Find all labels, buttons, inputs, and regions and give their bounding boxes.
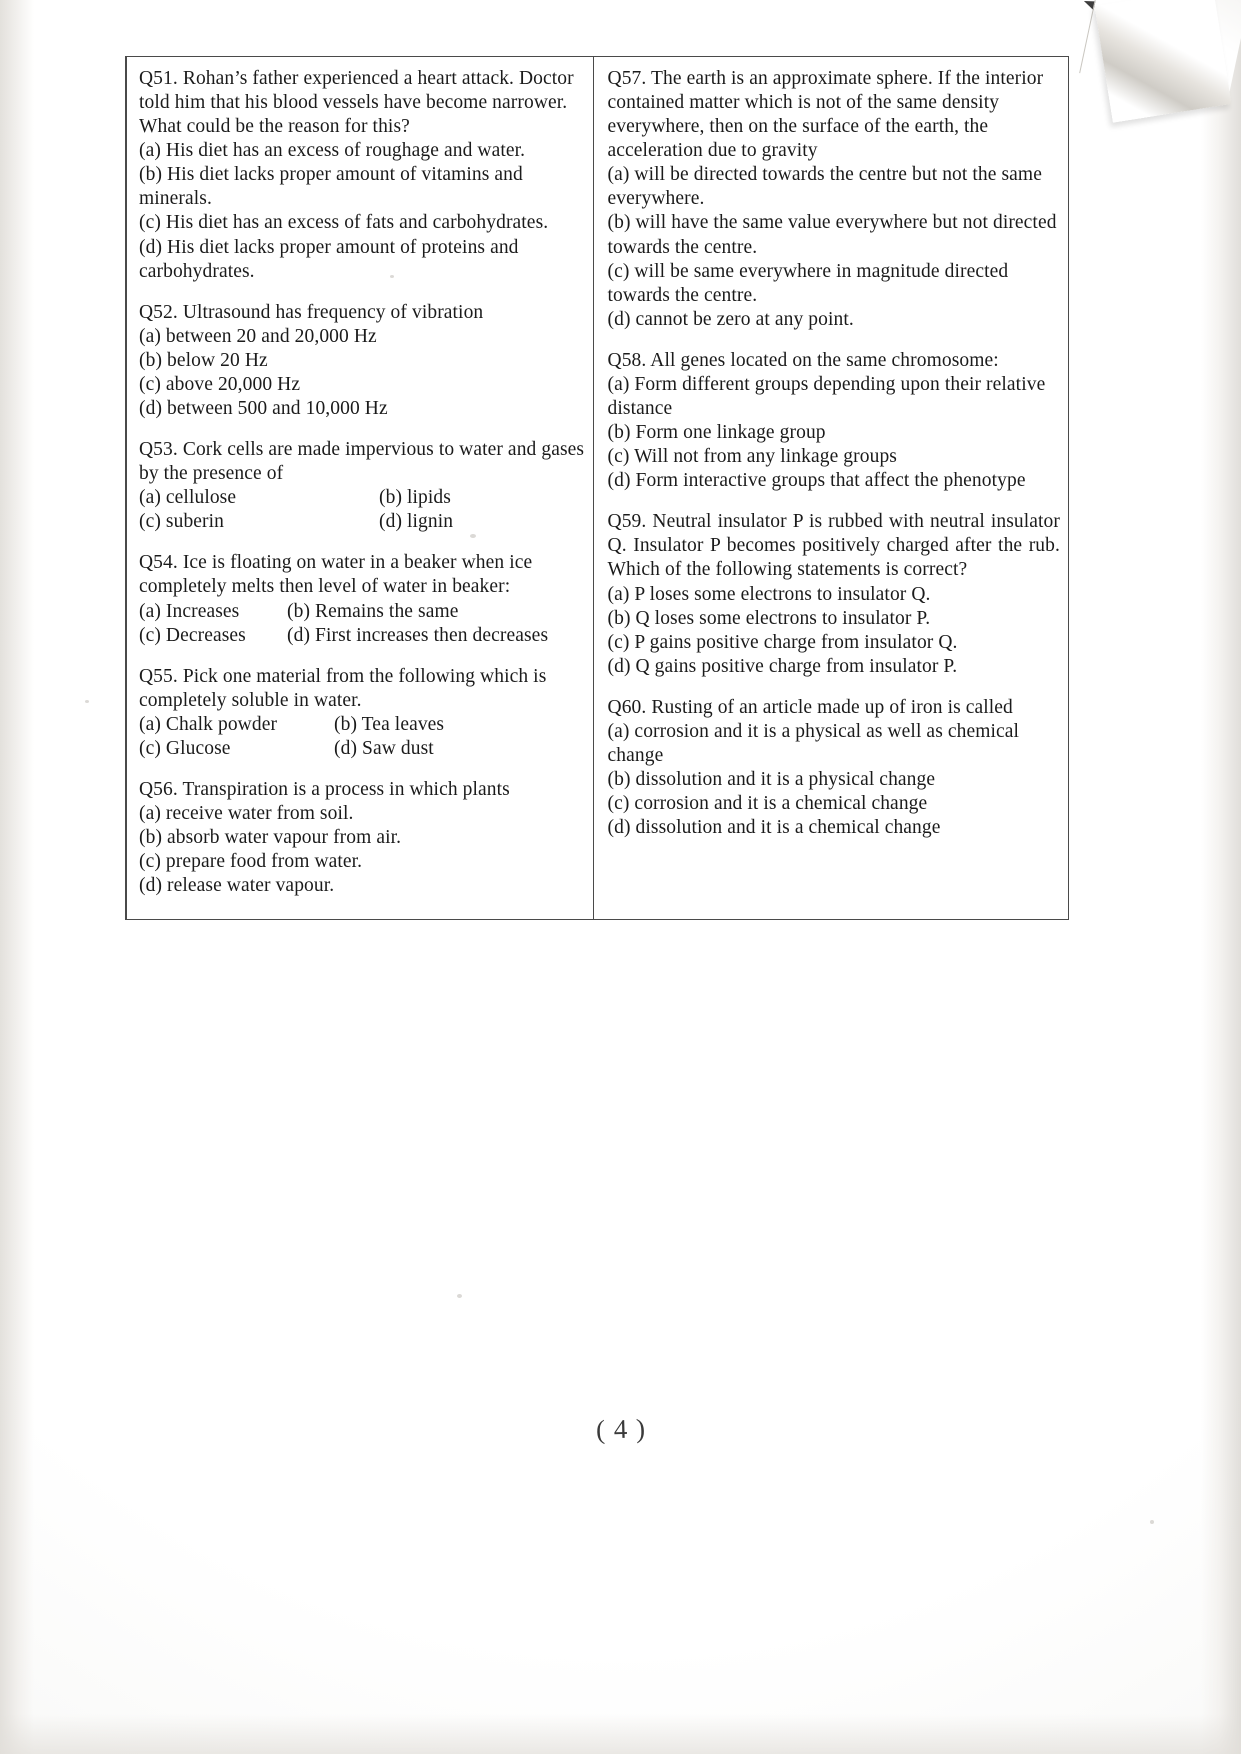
page-bottom-shadow (0, 1714, 1241, 1754)
scan-speck (85, 700, 89, 703)
question-q55 (139, 665, 585, 761)
question-q60 (608, 696, 1060, 840)
question-q51 (139, 67, 585, 284)
option-d[interactable]: (d) cannot be zero at any point. (607, 308, 854, 330)
option-d[interactable]: (d) His diet lacks proper amount of proteins and carbohydrates. (139, 236, 519, 282)
option-row (139, 713, 585, 737)
option-c[interactable]: (c) His diet has an excess of fats and carbohydrates. (139, 212, 549, 234)
option-b[interactable]: (b) Form one linkage group (607, 422, 826, 444)
question-stem: Q52. Ultrasound has frequency of vibration (139, 301, 484, 323)
option-c[interactable]: (c) Glucose (139, 737, 231, 759)
question-stem: Q58. All genes located on the same chromosome: (607, 349, 999, 371)
option-c[interactable]: (c) Decreases (139, 624, 246, 646)
option-d[interactable]: (d) dissolution and it is a chemical change (607, 817, 941, 839)
option-a[interactable]: (a) P loses some electrons to insulator Q. (607, 583, 931, 605)
question-q54 (139, 551, 585, 647)
option-a[interactable]: (a) Form different groups depending upon their relative distance (607, 373, 1046, 420)
option-b[interactable]: (b) will have the same value everywhere but not directed towards the centre. (607, 212, 1057, 258)
option-d[interactable]: (d) between 500 and 10,000 Hz (139, 398, 388, 420)
option-a[interactable]: (a) cellulose (139, 487, 237, 509)
right-question-column (594, 57, 1068, 919)
option-b[interactable]: (b) Tea leaves (334, 713, 445, 735)
option-c[interactable]: (c) P gains positive charge from insulator Q. (607, 631, 958, 653)
question-stem: Q53. Cork cells are made impervious to water and gases by the presence of (139, 439, 585, 485)
option-b[interactable]: (b) absorb water vapour from air. (139, 827, 402, 849)
left-question-column (127, 57, 594, 919)
option-row (139, 486, 585, 510)
question-stem: Q55. Pick one material from the following which is completely soluble in water. (139, 665, 547, 711)
option-a[interactable]: (a) corrosion and it is a physical as well as chemical change (607, 720, 1020, 767)
question-q59 (608, 510, 1060, 679)
option-row (139, 600, 585, 624)
question-stem: Q59. Neutral insulator P is rubbed with neutral insulator Q. Insulator P becomes positively charged after the rub. Which of the following statements is correct? (607, 511, 1060, 581)
option-d[interactable]: (d) release water vapour. (139, 875, 335, 897)
question-stem: Q56. Transpiration is a process in which plants (139, 779, 510, 801)
page-number: ( 4 ) (595, 1413, 647, 1445)
question-stem: Q51. Rohan’s father experienced a heart attack. Doctor told him that his blood vessels have become narrower. What could be the reason for this? (139, 68, 574, 138)
option-c[interactable]: (c) prepare food from water. (139, 851, 363, 873)
option-d[interactable]: (d) First increases then decreases (287, 624, 549, 646)
question-q58 (608, 349, 1060, 493)
option-b[interactable]: (b) Remains the same (287, 600, 459, 622)
page-left-shadow (0, 0, 34, 1754)
option-c[interactable]: (c) Will not from any linkage groups (607, 446, 897, 468)
page-corner-fold (1095, 0, 1232, 123)
scan-speck (457, 1294, 462, 1298)
option-a[interactable]: (a) will be directed towards the centre but not the same everywhere. (607, 164, 1042, 210)
question-stem: Q60. Rusting of an article made up of iron is called (607, 696, 1013, 718)
option-d[interactable]: (d) Saw dust (334, 737, 434, 759)
option-d[interactable]: (d) Form interactive groups that affect the phenotype (607, 470, 1026, 492)
question-stem: Q57. The earth is an approximate sphere. If the interior contained matter which is not of the same density everywhere, then on the surface of the earth, the acceleration due to gravity (607, 68, 1044, 162)
option-b[interactable]: (b) His diet lacks proper amount of vitamins and minerals. (139, 164, 523, 210)
option-c[interactable]: (c) will be same everywhere in magnitude directed towards the centre. (607, 260, 1009, 306)
question-box (125, 56, 1069, 920)
question-q57 (608, 67, 1060, 332)
option-b[interactable]: (b) dissolution and it is a physical change (607, 769, 936, 791)
option-a[interactable]: (a) between 20 and 20,000 Hz (139, 325, 377, 347)
question-q53 (139, 438, 585, 534)
option-row (139, 737, 585, 761)
option-a[interactable]: (a) Chalk powder (139, 713, 278, 735)
scan-speck (1150, 1520, 1154, 1524)
option-d[interactable]: (d) lignin (379, 511, 454, 533)
option-d[interactable]: (d) Q gains positive charge from insulator P. (607, 655, 958, 677)
question-stem: Q54. Ice is floating on water in a beaker when ice completely melts then level of water in beaker: (139, 552, 533, 598)
option-c[interactable]: (c) suberin (139, 511, 225, 533)
option-c[interactable]: (c) above 20,000 Hz (139, 373, 301, 395)
page-right-shadow (1201, 0, 1241, 1754)
option-b[interactable]: (b) lipids (379, 487, 451, 509)
option-a[interactable]: (a) receive water from soil. (139, 803, 354, 825)
option-a[interactable]: (a) His diet has an excess of roughage and water. (139, 140, 526, 162)
option-row (139, 624, 585, 648)
option-c[interactable]: (c) corrosion and it is a chemical change (607, 793, 928, 815)
option-a[interactable]: (a) Increases (139, 600, 240, 622)
question-q52 (139, 301, 585, 421)
option-row (139, 510, 585, 534)
option-b[interactable]: (b) Q loses some electrons to insulator P. (607, 607, 931, 629)
question-q56 (139, 778, 585, 898)
option-b[interactable]: (b) below 20 Hz (139, 349, 268, 371)
